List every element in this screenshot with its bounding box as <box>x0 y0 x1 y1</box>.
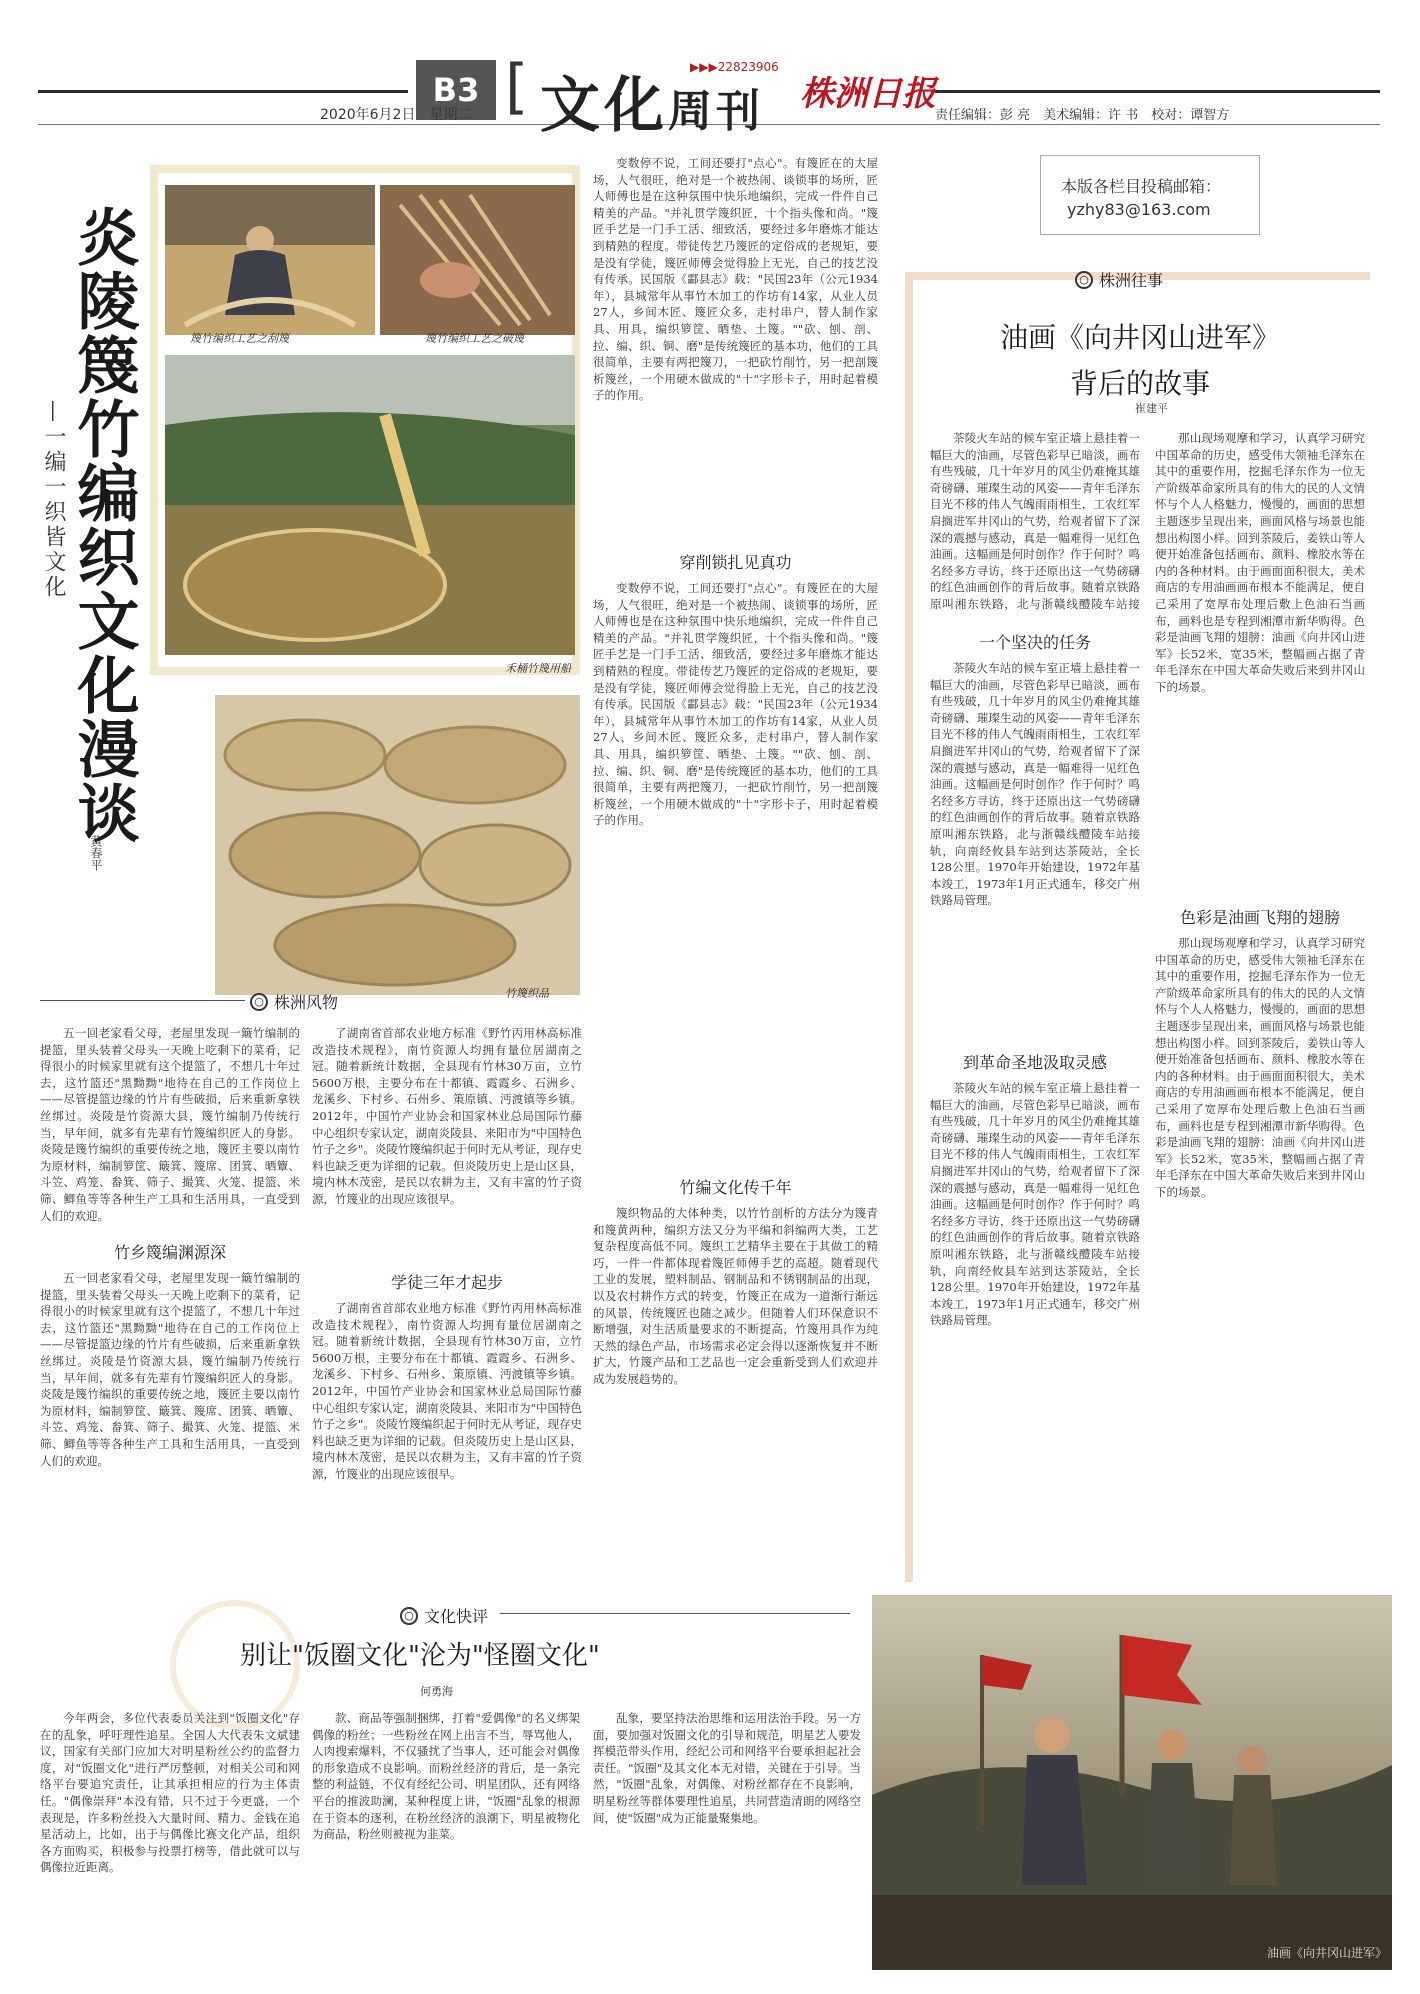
bottom-section-tag <box>400 1604 488 1627</box>
photo-caption-4: 竹篾织品 <box>505 987 549 1000</box>
right-subhead-2: 到革命圣地汲取灵感 <box>962 1053 1107 1072</box>
contribute-title: 本版各栏目投稿邮箱： <box>1061 177 1222 196</box>
lead-section-tag <box>250 990 338 1013</box>
photo-weaving-1 <box>165 185 375 335</box>
lead-col-1a <box>40 1025 300 1225</box>
lead-col-2b <box>312 1300 582 1575</box>
hotline-number: 22823906 <box>717 60 779 74</box>
header-rule-right <box>935 90 1380 93</box>
header-rule-left <box>38 90 408 93</box>
section-suffix: 周刊 <box>668 86 764 137</box>
photo-products <box>215 695 580 995</box>
lead-col2-text: 了湖南省首部农业地方标准《野竹丙用林高标准改造技术规程》，南竹资源人均拥有量位居湖南之冠。随着新统计数据，全县现有竹林30万亩，立竹5600万根，主要分布在十都镇、霞霞乡、石洲乡、龙溪乡、下村乡、石州乡、策原镇、沔渡镇等乡镇。2012年，中国竹产业协会和国家林业总局国际竹藤中心组织专家认定，湖南炎陵县、来阳市为"中国特色竹子之乡"。炎陵竹篾编织起于何时无从考证，现存史料也缺乏更为详细的记载。但炎陵历史上是山区县，境内林木茂密，是民以农耕为主，又有丰富的竹子资源，竹篾业的出现应该很早。 <box>312 1026 582 1206</box>
lead-tag-label: 株洲风物 <box>274 993 339 1012</box>
lead-col3b-text: 变数停不说，工间还要打"点心"。有篾匠在的大屋场，人气很旺，绝对是一个被热闹、谈锁事的场所，匠人师傅也是在这种氛围中快乐地编织，完成一件件自己精美的产品。"并礼贯学篾织匠，十个指头像和尚。"篾匠手艺是一门手工活、细致活，要经过多年磨炼才能达到精熟的程度。带徒传艺乃篾匠的定俗成的老规矩，要是没有学徒，篾匠师傅会觉得脸上无光，自己的技艺没有传承。民国版《酃县志》载："民国23年（公元1934年），县城常年从事竹木加工的作坊有14家，从业人员27人，乡间木匠、篾匠众多，走村串户，替人制作家具、用具，编织箩筐、晒垫、土篾。""砍、刨、剖、拉、编、织、铜、磨"是传统篾匠的基本功，他们的工具很简单，主要有两把篾刀，一把砍竹削竹，另一把剖篾析篾丝，一个用硬木做成的"十"字形卡子，用时起着模子的作用。 <box>593 581 878 828</box>
contribute-email[interactable]: yzhy83@163.com <box>1067 200 1211 219</box>
right-col-2b <box>1155 935 1365 1560</box>
tag-circle-icon: ○ <box>1075 271 1093 289</box>
right-col-1c <box>930 1080 1140 1560</box>
lead-subhead-4: 竹编文化传千年 <box>679 1178 792 1197</box>
lead-subhead-2: 学徒三年才起步 <box>390 1273 503 1292</box>
bottom-article-author: 何勇海 <box>420 1685 453 1698</box>
right-subhead-3: 色彩是油画飞翔的翅膀 <box>1179 908 1340 927</box>
bottom-col3-text: 乱象，要坚持法治思维和运用法治手段。另一方面，要加强对饭圈文化的引导和规范，明星艺人要发挥模范带头作用，经纪公司和网络平台要承担起社会责任。"饭圈"及其文化本无对错，关键在于引导。当然，"饭圈"乱象，对偶像、对粉丝都存在不良影响，明星粉丝等群体要理性追星，共同营造清朗的网络空间，使"饭圈"成为正能量聚集地。 <box>593 1711 861 1825</box>
right-col2-text: 那山现场观摩和学习，认真学习研究中国革命的历史，感受伟大领袖毛泽东在其中的重要作用，挖掘毛泽东作为一位无产阶级革命家所具有的伟大的民的人文情怀与个人人格魅力，慢慢的，画面的思想主题逐步呈现出来，画面风格与场景也能想出构图小样。回到茶陵后，姜铁山等人便开始准备包括画布、颜料、橡胶水等在内的各种材料。由于画面面积很大，美术商店的专用油画画布根本不能满足，便自己采用了宽厚布处理后敷上色油石当画布，画料也是专程到湘潭市新华购得。色彩是油画飞翔的翅膀：油画《向井冈山进军》长52米，宽35米，整幅画占据了青年毛泽东在中国大革命失败后来到井冈山下的场景。 <box>1155 431 1365 694</box>
right-article-author: 崔建平 <box>1135 402 1168 415</box>
oil-painting-image <box>872 1595 1392 1970</box>
page-code: B3 <box>416 60 496 120</box>
photo-weaving-2 <box>380 185 575 335</box>
lead-col-3b <box>593 580 878 1160</box>
right-tag-label: 株洲往事 <box>1099 271 1164 290</box>
section-name: 文化 <box>540 71 668 141</box>
hotline: ▶▶▶22823906 <box>690 60 779 74</box>
lead-col2b-text: 了湖南省首部农业地方标准《野竹丙用林高标准改造技术规程》，南竹资源人均拥有量位居湖南之冠。随着新统计数据，全县现有竹林30万亩，立竹5600万根，主要分布在十都镇、霞霞乡、石洲乡、龙溪乡、下村乡、石州乡、策原镇、沔渡镇等乡镇。2012年，中国竹产业协会和国家林业总局国际竹藤中心组织专家认定，湖南炎陵县、来阳市为"中国特色竹子之乡"。炎陵竹篾编织起于何时无从考证，现存史料也缺乏更为详细的记载。但炎陵历史上是山区县，境内林木茂密，是民以农耕为主，又有丰富的竹子资源，竹篾业的出现应该很早。 <box>312 1301 582 1481</box>
lead-col-3a <box>593 155 878 540</box>
photo-caption-3: 禾桶竹篾用船 <box>505 662 571 675</box>
lead-col-3c <box>593 1205 878 1575</box>
bottom-article-title: 别让"饭圈文化"沦为"怪圈文化" <box>240 1641 600 1671</box>
right-col1b-text: 茶陵火车站的候车室正墙上悬挂着一幅巨大的油画，尽管色彩早已暗淡，画布有些残破，几十年岁月的风尘仍难掩其雄奇磅礴、璀璨生动的风姿——青年毛泽东目光不移的伟人气魄雨雨相生，工农红军肩搁进军井冈山的气势，给观者留下了深深的震撼与感动，真是一幅难得一见红色油画。这幅画是何时创作？作于何时？鸣名经多方寻访，终于还原出这一气势磅礴的红色油画创作的背后故事。随着京铁路原叫湘东铁路，北与浙赣线醴陵车站接轨，向南经攸县车站到达茶陵站，全长128公里。1970年开始建设，1972年基本竣工，1973年1月正式通车，移交广州铁路局管理。 <box>930 661 1140 908</box>
right-col-2a <box>1155 430 1365 890</box>
lead-subhead-1: 竹乡篾编渊源深 <box>113 1243 226 1262</box>
right-col1c-text: 茶陵火车站的候车室正墙上悬挂着一幅巨大的油画，尽管色彩早已暗淡，画布有些残破，几十年岁月的风尘仍难掩其雄奇磅礴、璀璨生动的风姿——青年毛泽东目光不移的伟人气魄雨雨相生，工农红军肩搁进军井冈山的气势，给观者留下了深深的震撼与感动，真是一幅难得一见红色油画。这幅画是何时创作？作于何时？鸣名经多方寻访，终于还原出这一气势磅礴的红色油画创作的背后故事。随着京铁路原叫湘东铁路，北与浙赣线醴陵车站接轨，向南经攸县车站到达茶陵站，全长128公里。1970年开始建设，1972年基本竣工，1973年1月正式通车，移交广州铁路局管理。 <box>930 1081 1140 1328</box>
bottom-tag-rule <box>500 1613 850 1614</box>
lead-subhead-3: 穿削锁扎见真功 <box>679 553 792 572</box>
right-title-line2: 背后的故事 <box>1069 367 1210 400</box>
right-article-title <box>960 315 1320 407</box>
paper-name: 株洲日报 <box>800 74 936 114</box>
right-title-line1: 油画《向井冈山进军》 <box>999 321 1280 354</box>
bottom-col-1 <box>40 1710 300 1980</box>
lead-intro: 五一回老家看父母，老屋里发现一簸竹编制的提篮，里头装着父母头一天晚上吃剩下的菜肴，记得很小的时候家里就有这个提篮了，不想几十年过去，这竹篮还"黑黝黝"地待在自己的工作岗位上——尽管提篮边缘的竹片有些破损，后来重新拿铁丝绑过。炎陵是竹资源大县，篾竹编制乃传统行当，早年间，就多有先辈有竹篾编织匠人的身影。炎陵是篾竹编织的重要传统之地，篾匠主要以南竹为原材料，编制箩筐、簸箕、篾席、团箕、晒簟、斗笠、鸡笼、畚箕、筛子、撮箕、火笼、提篮、米筛、鲫鱼等等各种生产工具和生活用具，一直受到人们的欢迎。 <box>40 1026 300 1223</box>
tag-circle-icon: ○ <box>400 1607 418 1625</box>
lead-col1b-text: 五一回老家看父母，老屋里发现一簸竹编制的提篮，里头装着父母头一天晚上吃剩下的菜肴，记得很小的时候家里就有这个提篮了，不想几十年过去，这竹篮还"黑黝黝"地待在自己的工作岗位上——尽管提篮边缘的竹片有些破损，后来重新拿铁丝绑过。炎陵是竹资源大县，篾竹编制乃传统行当，早年间，就多有先辈有竹篾编织匠人的身影。炎陵是篾竹编织的重要传统之地，篾匠主要以南竹为原材料，编制箩筐、簸箕、篾席、团箕、晒簟、斗笠、鸡笼、畚箕、筛子、撮箕、火笼、提篮、米筛、鲫鱼等等各种生产工具和生活用具，一直受到人们的欢迎。 <box>40 1271 300 1468</box>
right-col-1b <box>930 660 1140 1030</box>
bottom-col1-text: 今年两会，多位代表委员关注到"饭圈文化"存在的乱象，呼吁理性追星。全国人大代表朱文斌建议，国家有关部门应加大对明星粉丝公约的监督力度，对"饭圈文化"进行严厉整顿，对相关公司和网络平台要追究责任，让其承担相应的行为主体责任。"偶像崇拜"本没有错，只不过于今更盛，一个表现是，许多粉丝投入大量时间、精力、金钱在追星活动上，比如，出于与偶像比赛文化产品，组织各方面购买，积极参与投票打榜等，借此就可以与偶像拉近距离。 <box>40 1711 300 1875</box>
editors-line: 责任编辑：彭 亮 美术编辑：许 书 校对：谭智方 <box>935 108 1230 123</box>
right-col1-text: 茶陵火车站的候车室正墙上悬挂着一幅巨大的油画，尽管色彩早已暗淡，画布有些残破，几十年岁月的风尘仍难掩其雄奇磅礴、璀璨生动的风姿——青年毛泽东目光不移的伟人气魄雨雨相生，工农红军肩搁进军井冈山的气势，给观者留下了深深的震撼与感动，真是一幅难得一见红色油画。这幅画是何时创作？作于何时？鸣名经多方寻访，终于还原出这一气势磅礴的红色油画创作的背后故事。随着京铁路原叫湘东铁路，北与浙赣线醴陵车站接 <box>930 431 1140 611</box>
right-subhead-1: 一个坚决的任务 <box>978 633 1091 652</box>
bottom-tag-label: 文化快评 <box>424 1607 489 1626</box>
bottom-col-2 <box>312 1710 580 1980</box>
painting-caption: 油画《向井冈山进军》 <box>1267 1946 1388 1960</box>
contribute-box <box>1040 155 1260 235</box>
right-col2b-text: 那山现场观摩和学习，认真学习研究中国革命的历史，感受伟大领袖毛泽东在其中的重要作用，挖掘毛泽东作为一位无产阶级革命家所具有的伟大的民的人文情怀与个人人格魅力，慢慢的，画面的思想主题逐步呈现出来，画面风格与场景也能想出构图小样。回到茶陵后，姜铁山等人便开始准备包括画布、颜料、橡胶水等在内的各种材料。由于画面面积很大，美术商店的专用油画画布根本不能满足，便自己采用了宽厚布处理后敷上色油石当画布，画料也是专程到湘潭市新华购得。色彩是油画飞翔的翅膀：油画《向井冈山进军》长52米，宽35米，整幅画占据了青年毛泽东在中国大革命失败后来到井冈山下的场景。 <box>1155 936 1365 1199</box>
lead-col3-text: 变数停不说，工间还要打"点心"。有篾匠在的大屋场，人气很旺，绝对是一个被热闹、谈锁事的场所，匠人师傅也是在这种氛围中快乐地编织，完成一件件自己精美的产品。"并礼贯学篾织匠，十个指头像和尚。"篾匠手艺是一门手工活、细致活，要经过多年磨炼才能达到精熟的程度。带徒传艺乃篾匠的定俗成的老规矩，要是没有学徒，篾匠师傅会觉得脸上无光，自己的技艺没有传承。民国版《酃县志》载："民国23年（公元1934年），县城常年从事竹木加工的作坊有14家，从业人员27人，乡间木匠、篾匠众多，走村串户，替人制作家具、用具，编织箩筐、晒垫、土篾。""砍、刨、剖、拉、编、织、铜、磨"是传统篾匠的基本功，他们的工具很简单，主要有两把篾刀，一把砍竹削竹，另一把剖篾析篾丝，一个用硬木做成的"十"字形卡子，用时起着模子的作用。 <box>593 156 878 403</box>
lead-col3c-text: 篾织物品的大体种类，以竹竹剖析的方法分为篾青和篾黄两种，编织方法又分为平编和斜编两大类，工艺复杂程度高低不同。篾织工艺精华主要在于其做工的精巧，一件一件都体现着篾匠师傅手艺的高超。随着现代工业的发展，塑料制品、钢制品和不锈钢制品的出现，以及农村耕作方式的转变，竹篾正在成为一道渐行渐远的风景，传统篾匠也随之减少。但随着人们环保意识不断增强，对生活质量要求的不断提高，竹篾用具作为纯天然的绿色产品，市场需求必定会得以逐渐恢复并不断扩大，竹篾产品和工艺品也一定会重新受到人们欢迎并成为发展趋势的。 <box>593 1206 878 1386</box>
lead-col-2a <box>312 1025 582 1260</box>
photo-caption-2: 篾竹编织工艺之破篾 <box>425 332 524 345</box>
photo-field <box>165 355 575 655</box>
bottom-col2-text: 款、商品等强制捆绑，打着"爱偶像"的名义绑架偶像的粉丝；一些粉丝在网上出言不当，辱骂他人，人肉搜索爆料，不仅骚扰了当事人，还可能会对偶像的形象造成不良影响。而粉丝经济的背后，是一条完整的利益链，不仅有经纪公司、明星团队，还有网络平台的推波助澜，某种程度上讲，"饭圈"乱象的根源在于资本的逐利，在粉丝经济的浪潮下，明星被物化为商品，粉丝则被视为韭菜。 <box>312 1711 580 1842</box>
lead-title: 炎陵篾竹编织文化漫谈 <box>67 205 140 845</box>
right-col-1a <box>930 430 1140 615</box>
issue-date: 2020年6月2日 星期二 <box>320 107 472 123</box>
photo-caption-1: 篾竹编织工艺之刮篾 <box>190 332 289 345</box>
lead-author: 黄春平 <box>89 835 103 871</box>
right-section-tag <box>1075 268 1163 291</box>
bottom-col-3 <box>593 1710 861 1980</box>
tag-circle-icon: ○ <box>250 993 268 1011</box>
lead-subtitle: —一编一织皆文化 <box>41 400 66 600</box>
lead-col-1b <box>40 1270 300 1575</box>
tag-rule <box>40 1000 245 1001</box>
masthead-bracket-left: [ <box>505 52 529 122</box>
